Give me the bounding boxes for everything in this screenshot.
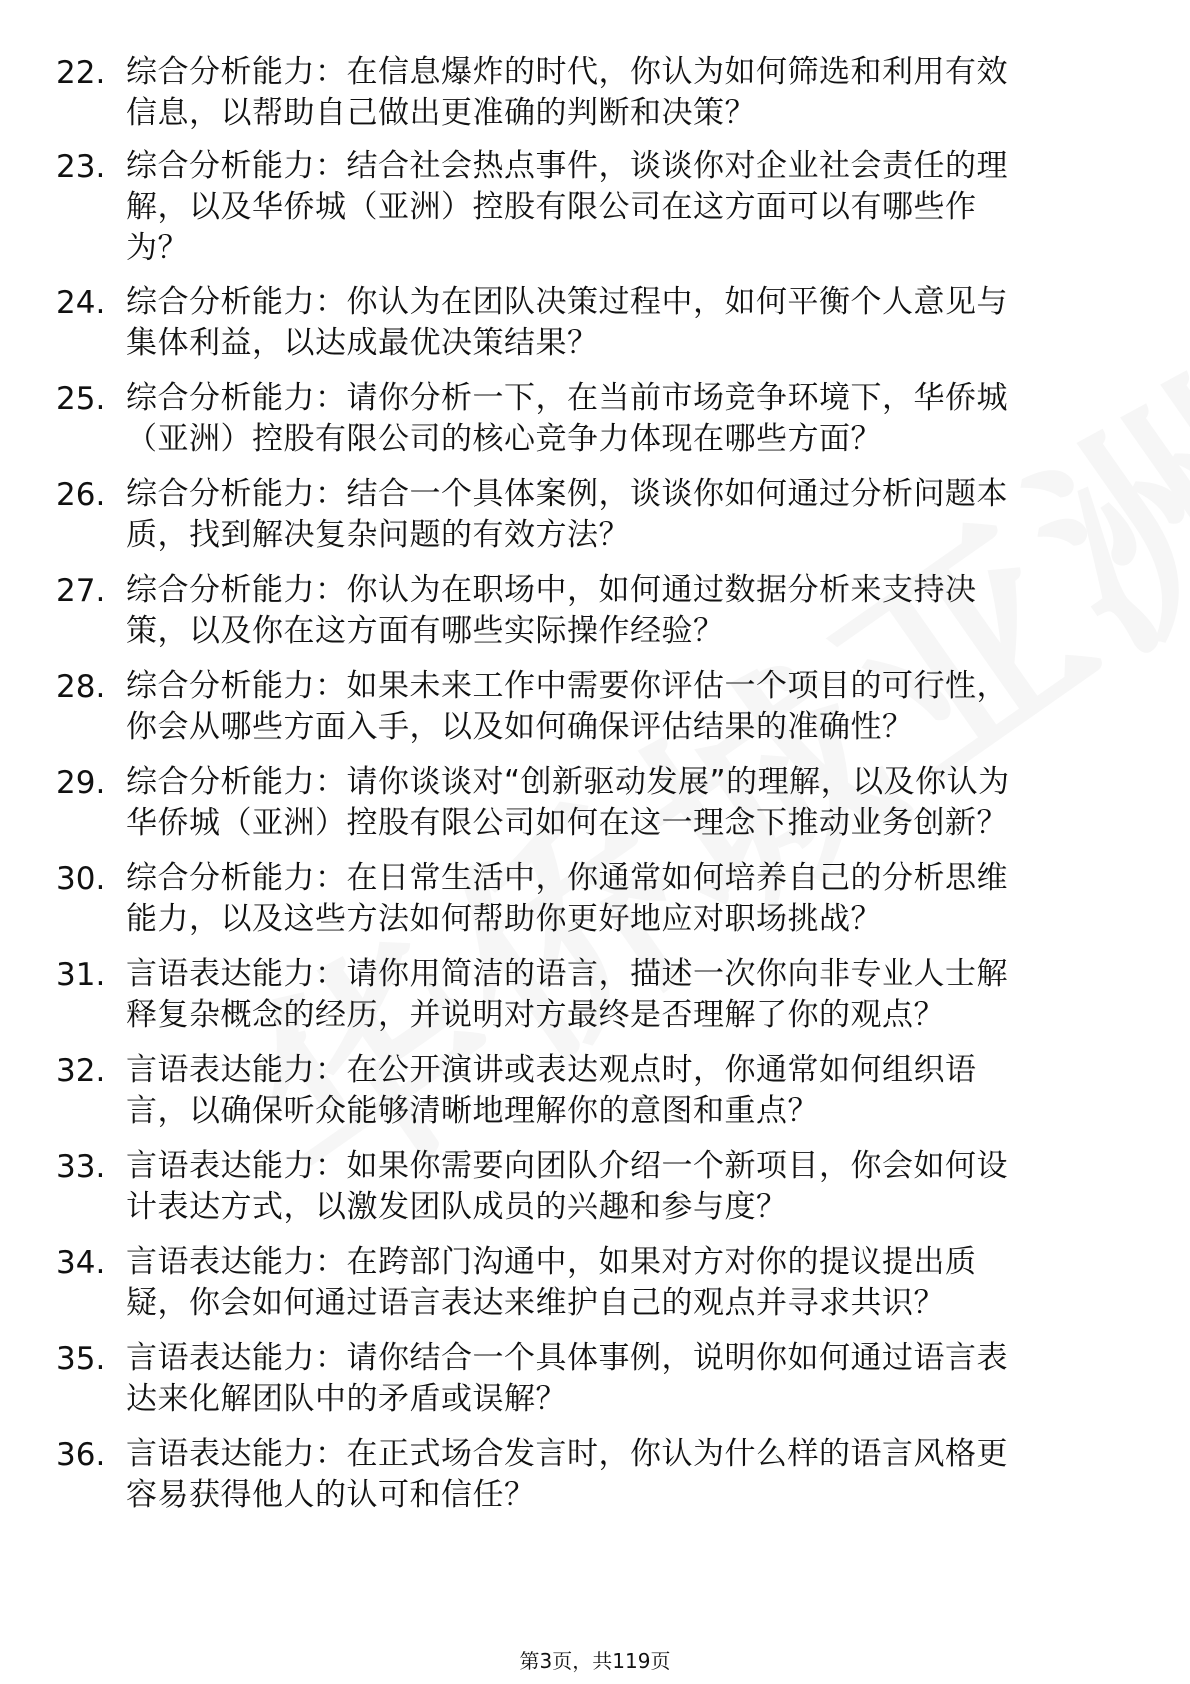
question-number: 22. [56,55,106,91]
question-text: 综合分析能力：你认为在团队决策过程中，如何平衡个人意见与 集体利益，以达成最优决策结果？ [126,284,1008,361]
question-text: 言语表达能力：请你结合一个具体事例，说明你如何通过语言表 达来化解团队中的矛盾或误解？ [126,1340,1008,1417]
question-text: 言语表达能力：如果你需要向团队介绍一个新项目，你会如何设 计表达方式，以激发团队成员的兴趣和参与度？ [126,1148,1008,1225]
question-number: 25. [56,381,106,417]
question-text: 综合分析能力：请你分析一下，在当前市场竞争环境下，华侨城 （亚洲）控股有限公司的核心竞争力体现在哪些方面？ [126,380,1008,457]
question-number: 23. [56,149,106,185]
question-text: 言语表达能力：在跨部门沟通中，如果对方对你的提议提出质 疑，你会如何通过语言表达来维护自己的观点并寻求共识？ [126,1244,977,1321]
question-text: 综合分析能力：请你谈谈对“创新驱动发展”的理解，以及你认为 华侨城（亚洲）控股有限公司如何在这一理念下推动业务创新？ [126,764,1010,841]
question-number: 30. [56,861,106,897]
question-number: 36. [56,1437,106,1473]
question-text: 言语表达能力：在公开演讲或表达观点时，你通常如何组织语 言，以确保听众能够清晰地理解你的意图和重点？ [126,1052,977,1129]
page-footer [0,1645,1190,1674]
question-number: 32. [56,1053,106,1089]
question-text: 综合分析能力：你认为在职场中，如何通过数据分析来支持决 策，以及你在这方面有哪些实际操作经验？ [126,572,977,649]
question-text: 综合分析能力：在信息爆炸的时代，你认为如何筛选和利用有效 信息，以帮助自己做出更准确的判断和决策？ [126,54,1008,131]
question-number: 34. [56,1245,106,1281]
question-number: 29. [56,765,106,801]
question-number: 33. [56,1149,106,1185]
question-text: 言语表达能力：请你用简洁的语言，描述一次你向非专业人士解 释复杂概念的经历，并说明对方最终是否理解了你的观点？ [126,956,1008,1033]
page-number: 第3页，共119页 [519,1649,671,1673]
question-text: 综合分析能力：结合社会热点事件，谈谈你对企业社会责任的理 解，以及华侨城（亚洲）控股有限公司在这方面可以有哪些作 为？ [126,148,1008,266]
question-number: 35. [56,1341,106,1377]
question-number: 31. [56,957,106,993]
question-number: 27. [56,573,106,609]
question-number: 26. [56,477,106,513]
question-text: 言语表达能力：在正式场合发言时，你认为什么样的语言风格更 容易获得他人的认可和信任？ [126,1436,1008,1513]
question-text: 综合分析能力：在日常生活中，你通常如何培养自己的分析思维 能力，以及这些方法如何帮助你更好地应对职场挑战？ [126,860,1008,937]
question-number: 24. [56,285,106,321]
question-number: 28. [56,669,106,705]
question-text: 综合分析能力：结合一个具体案例，谈谈你如何通过分析问题本 质，找到解决复杂问题的有效方法？ [126,476,1008,553]
question-text: 综合分析能力：如果未来工作中需要你评估一个项目的可行性， 你会从哪些方面入手，以及如何确保评估结果的准确性？ [126,668,1008,745]
